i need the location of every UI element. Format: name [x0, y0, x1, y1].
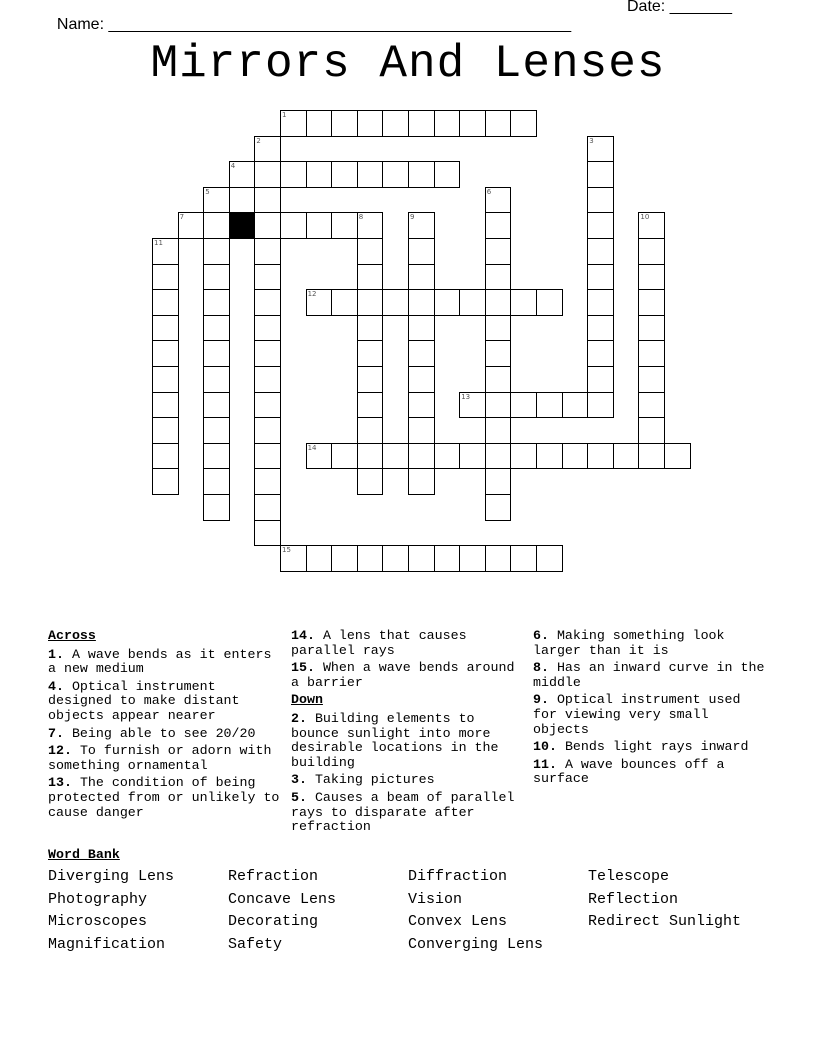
grid-cell[interactable] — [254, 366, 281, 393]
clue-down-3: 3. Taking pictures — [291, 772, 435, 788]
clue-down-2: 2. Building elements to bounce sunlight into more desirable locations in the building — [291, 710, 499, 770]
word-bank-item: Diverging Lens — [48, 868, 175, 885]
grid-cell[interactable] — [587, 366, 614, 393]
grid-cell[interactable] — [152, 264, 179, 291]
grid-cell[interactable] — [203, 264, 230, 291]
grid-cell[interactable] — [203, 187, 230, 214]
grid-cell[interactable] — [408, 289, 435, 316]
grid-cell[interactable] — [664, 443, 691, 470]
clue-across-7: 7. Being able to see 20/20 — [48, 725, 256, 741]
grid-cell[interactable] — [485, 238, 512, 265]
clue-number: 1 — [282, 111, 287, 119]
grid-cell[interactable] — [485, 392, 512, 419]
grid-cell[interactable] — [485, 264, 512, 291]
grid-cell[interactable] — [434, 161, 461, 188]
word-bank — [48, 868, 768, 958]
grid-cell[interactable] — [254, 187, 281, 214]
clues-column-1 — [48, 629, 283, 823]
grid-cell[interactable] — [485, 340, 512, 367]
grid-cell[interactable] — [587, 161, 614, 188]
clue-down-11: 11. A wave bounces off a surface — [533, 756, 725, 787]
grid-cell[interactable] — [254, 264, 281, 291]
clue-across-14: 14. A lens that causes parallel rays — [291, 628, 467, 658]
grid-cell[interactable] — [357, 443, 384, 470]
across-heading: Across — [48, 628, 96, 643]
grid-cell[interactable] — [408, 417, 435, 444]
clue-down-10: 10. Bends light rays inward — [533, 739, 749, 755]
grid-cell[interactable] — [152, 315, 179, 342]
grid-cell[interactable] — [152, 468, 179, 495]
clue-across-13: 13. The condition of being protected from or unlikely to cause danger — [48, 775, 280, 820]
grid-cell[interactable] — [408, 468, 435, 495]
word-bank-item: Reflection — [588, 890, 679, 908]
grid-cell[interactable] — [536, 289, 563, 316]
grid-cell[interactable] — [280, 161, 307, 188]
word-bank-item: Convex Lens — [408, 913, 508, 931]
grid-cell[interactable] — [254, 443, 281, 470]
grid-cell[interactable] — [408, 366, 435, 393]
grid-cell[interactable] — [280, 212, 307, 239]
grid-cell[interactable] — [152, 340, 179, 367]
grid-cell[interactable] — [510, 443, 537, 470]
clue-number: 12 — [307, 290, 317, 299]
grid-cell[interactable] — [485, 545, 512, 572]
clue-number: 15 — [282, 546, 291, 555]
grid-cell[interactable] — [638, 340, 665, 367]
grid-cell[interactable] — [587, 264, 614, 291]
grid-cell[interactable] — [536, 443, 563, 470]
grid-cell[interactable] — [331, 545, 358, 572]
grid-cell[interactable] — [178, 212, 205, 239]
grid-cell[interactable] — [587, 392, 614, 419]
word-bank-item: Vision — [408, 890, 463, 908]
grid-cell[interactable] — [254, 494, 281, 521]
grid-cell[interactable] — [587, 238, 614, 265]
grid-cell[interactable] — [638, 315, 665, 342]
word-bank-item: Photography — [48, 890, 148, 908]
date-field-label[interactable]: Date: _______ — [627, 0, 732, 15]
grid-cell[interactable] — [638, 392, 665, 419]
grid-cell[interactable] — [306, 545, 333, 572]
grid-cell[interactable] — [203, 468, 230, 495]
grid-cell[interactable] — [638, 443, 665, 470]
grid-cell[interactable] — [357, 238, 384, 265]
grid-cell[interactable] — [382, 110, 409, 137]
clue-number: 9 — [410, 213, 415, 222]
grid-cell[interactable] — [331, 443, 358, 470]
grid-cell[interactable] — [382, 545, 409, 572]
grid-cell[interactable] — [152, 443, 179, 470]
grid-cell[interactable] — [357, 468, 384, 495]
down-heading: Down — [291, 692, 323, 708]
grid-cell[interactable] — [485, 443, 512, 470]
word-bank-item: Converging Lens — [408, 935, 544, 953]
grid-cell[interactable] — [152, 417, 179, 444]
grid-cell[interactable] — [203, 366, 230, 393]
clues-column-2 — [291, 629, 526, 838]
grid-cell[interactable] — [408, 161, 435, 188]
grid-cell[interactable] — [485, 494, 512, 521]
grid-cell[interactable] — [408, 315, 435, 342]
word-bank-item: Telescope — [588, 868, 670, 885]
grid-cell[interactable] — [587, 212, 614, 239]
grid-cell[interactable] — [638, 366, 665, 393]
grid-cell[interactable] — [152, 392, 179, 419]
grid-cell[interactable] — [203, 417, 230, 444]
clue-number: 14 — [307, 443, 317, 452]
grid-cell[interactable] — [587, 136, 614, 163]
grid-cell[interactable] — [203, 315, 230, 342]
grid-cell[interactable] — [152, 366, 179, 393]
grid-cell[interactable] — [254, 238, 281, 265]
grid-cell[interactable] — [382, 289, 409, 316]
grid-cell[interactable] — [638, 238, 665, 265]
word-bank-row — [48, 891, 768, 914]
word-bank-item: Magnification — [48, 935, 166, 953]
grid-cell[interactable] — [254, 315, 281, 342]
grid-cell[interactable] — [459, 289, 486, 316]
grid-cell[interactable] — [152, 289, 179, 316]
grid-cell[interactable] — [638, 289, 665, 316]
grid-cell[interactable] — [485, 417, 512, 444]
grid-cell[interactable] — [459, 545, 486, 572]
grid-cell[interactable] — [203, 494, 230, 521]
word-bank-item: Concave Lens — [228, 890, 337, 908]
grid-cell[interactable] — [408, 264, 435, 291]
grid-black-cell — [229, 212, 256, 239]
grid-cell[interactable] — [638, 212, 665, 239]
grid-cell[interactable] — [306, 110, 333, 137]
clue-across-15: 15. When a wave bends around a barrier — [291, 660, 515, 690]
grid-cell[interactable] — [485, 315, 512, 342]
grid-cell[interactable] — [434, 545, 461, 572]
grid-cell[interactable] — [536, 392, 563, 419]
clue-number: 3 — [589, 136, 594, 145]
grid-cell[interactable] — [331, 161, 358, 188]
grid-cell[interactable] — [357, 545, 384, 572]
grid-cell[interactable] — [203, 212, 230, 239]
grid-cell[interactable] — [434, 110, 461, 137]
grid-cell[interactable] — [254, 289, 281, 316]
grid-cell[interactable] — [357, 340, 384, 367]
grid-cell[interactable] — [203, 392, 230, 419]
grid-cell[interactable] — [357, 366, 384, 393]
grid-cell[interactable] — [254, 340, 281, 367]
grid-cell[interactable] — [485, 289, 512, 316]
grid-cell[interactable] — [254, 136, 281, 163]
grid-cell[interactable] — [306, 443, 333, 470]
grid-cell[interactable] — [434, 443, 461, 470]
grid-cell[interactable] — [408, 110, 435, 137]
grid-cell[interactable] — [357, 392, 384, 419]
grid-cell[interactable] — [280, 110, 307, 137]
grid-cell[interactable] — [408, 443, 435, 470]
word-bank-row — [48, 913, 768, 936]
grid-cell[interactable] — [280, 545, 307, 572]
grid-cell[interactable] — [331, 110, 358, 137]
word-bank-heading: Word Bank — [48, 847, 120, 862]
grid-cell[interactable] — [357, 110, 384, 137]
clues-column-3 — [533, 629, 768, 790]
grid-cell[interactable] — [254, 212, 281, 239]
clue-number: 4 — [230, 162, 236, 171]
grid-cell[interactable] — [357, 212, 384, 239]
word-bank-item: Microscopes — [48, 913, 148, 931]
word-bank-row — [48, 936, 768, 959]
name-field-label[interactable]: Name: ____________________________________________________ — [56, 16, 572, 33]
grid-cell[interactable] — [382, 443, 409, 470]
clue-number: 2 — [256, 136, 261, 145]
grid-cell[interactable] — [203, 340, 230, 367]
grid-cell[interactable] — [459, 110, 486, 137]
grid-cell[interactable] — [357, 161, 384, 188]
word-bank-item: Diffraction — [408, 868, 508, 885]
grid-cell[interactable] — [510, 289, 537, 316]
grid-cell[interactable] — [306, 161, 333, 188]
grid-cell[interactable] — [562, 443, 589, 470]
grid-cell[interactable] — [485, 187, 512, 214]
grid-cell[interactable] — [408, 238, 435, 265]
grid-cell[interactable] — [459, 443, 486, 470]
clue-down-9: 9. Optical instrument used for viewing very small objects — [533, 692, 741, 737]
grid-cell[interactable] — [152, 238, 179, 265]
clue-number: 5 — [205, 187, 210, 196]
grid-cell[interactable] — [357, 289, 384, 316]
clue-down-5: 5. Causes a beam of parallel rays to disparate after refraction — [291, 789, 515, 835]
grid-cell[interactable] — [408, 545, 435, 572]
grid-cell[interactable] — [510, 545, 537, 572]
grid-cell[interactable] — [459, 392, 486, 419]
word-bank-item: Redirect Sunlight — [588, 913, 742, 931]
clue-number: 6 — [486, 187, 492, 196]
grid-cell[interactable] — [587, 340, 614, 367]
clue-number: 8 — [358, 213, 364, 222]
grid-cell[interactable] — [254, 520, 281, 547]
grid-cell[interactable] — [638, 417, 665, 444]
grid-cell[interactable] — [510, 392, 537, 419]
word-bank-item: Refraction — [228, 868, 319, 885]
grid-cell[interactable] — [587, 289, 614, 316]
word-bank-item: Decorating — [228, 913, 319, 931]
clue-across-1: 1. A wave bends as it enters a new medium — [48, 646, 272, 677]
grid-cell[interactable] — [562, 392, 589, 419]
grid-cell[interactable] — [485, 212, 512, 239]
grid-cell[interactable] — [203, 443, 230, 470]
grid-cell[interactable] — [536, 545, 563, 572]
grid-cell[interactable] — [331, 212, 358, 239]
grid-cell[interactable] — [382, 161, 409, 188]
grid-cell[interactable] — [254, 468, 281, 495]
grid-cell[interactable] — [485, 468, 512, 495]
clue-number: 13 — [461, 392, 471, 401]
grid-cell[interactable] — [638, 264, 665, 291]
grid-cell[interactable] — [587, 187, 614, 214]
grid-cell[interactable] — [408, 340, 435, 367]
clue-across-12: 12. To furnish or adorn with something ornamental — [48, 743, 272, 773]
grid-cell[interactable] — [434, 289, 461, 316]
clue-down-8: 8. Has an inward curve in the middle — [533, 660, 765, 690]
grid-cell[interactable] — [485, 366, 512, 393]
page-title: Mirrors And Lenses — [150, 38, 666, 90]
grid-cell[interactable] — [203, 289, 230, 316]
grid-cell[interactable] — [613, 443, 640, 470]
word-bank-item: Safety — [228, 935, 283, 953]
grid-cell[interactable] — [357, 264, 384, 291]
grid-cell[interactable] — [357, 315, 384, 342]
grid-cell[interactable] — [510, 110, 537, 137]
clue-across-4: 4. Optical instrument designed to make distant objects appear nearer — [48, 678, 240, 723]
grid-cell[interactable] — [485, 110, 512, 137]
grid-cell[interactable] — [306, 212, 333, 239]
clue-number: 11 — [154, 239, 163, 247]
grid-cell[interactable] — [408, 212, 435, 239]
grid-cell[interactable] — [203, 238, 230, 265]
grid-cell[interactable] — [254, 161, 281, 188]
grid-cell[interactable] — [587, 315, 614, 342]
grid-cell[interactable] — [229, 161, 256, 188]
word-bank-row — [48, 868, 768, 891]
grid-cell[interactable] — [306, 289, 333, 316]
clue-down-6: 6. Making something look larger than it is — [533, 628, 725, 658]
grid-cell[interactable] — [331, 289, 358, 316]
grid-cell[interactable] — [587, 443, 614, 470]
grid-cell[interactable] — [254, 417, 281, 444]
grid-cell[interactable] — [357, 417, 384, 444]
clue-number: 10 — [640, 213, 650, 222]
clue-number: 7 — [179, 213, 185, 222]
grid-cell[interactable] — [254, 392, 281, 419]
grid-cell[interactable] — [408, 392, 435, 419]
